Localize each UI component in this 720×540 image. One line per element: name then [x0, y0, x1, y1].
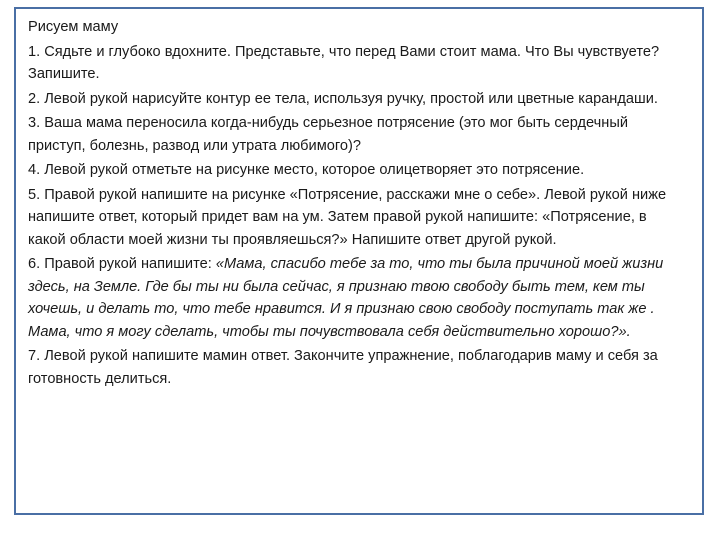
step-5: 5. Правой рукой напишите на рисунке «Потрясение, расскажи мне о себе». Левой рукой ниже напишите ответ, который придет вам на ум. Затем правой рукой напишите: «Потрясение, в какой области моей жизни ты проявляешься?» Напишите ответ другой рукой.	[28, 186, 667, 248]
step-4: 4. Левой рукой отметьте на рисунке место, которое олицетворяет это потрясение.	[28, 162, 585, 178]
step-6	[28, 253, 688, 343]
step-1: 1. Сядьте и глубоко вдохните. Представьте, что перед Вами стоит мама. Что Вы чувствуете? Запишите.	[28, 43, 660, 82]
step-3: 3. Ваша мама переносила когда-нибудь серьезное потрясение (это мог быть сердечный приступ, болезнь, развод или утрата любимого)?	[28, 115, 628, 154]
step-6-quote: «Мама, спасибо тебе за то, что ты была причиной моей жизни здесь, на Земле. Где бы ты ни была сейчас, я признаю твою свободу быть тем, кем ты хочешь, и делать то, что тебе нравится. И я признаю свою свободу поступать так же . Мама, что я могу сделать, чтобы ты почувствовала себя действительно хорошо?».	[28, 256, 664, 340]
step-6-intro: 6. Правой рукой напишите:	[28, 256, 216, 272]
step-7: 7. Левой рукой напишите мамин ответ. Закончите упражнение, поблагодарив маму и себя за готовность делиться.	[28, 348, 658, 387]
exercise-text	[28, 16, 688, 392]
exercise-title: Рисуем маму	[28, 19, 119, 35]
step-2: 2. Левой рукой нарисуйте контур ее тела, используя ручку, простой или цветные карандаши.	[28, 90, 658, 107]
